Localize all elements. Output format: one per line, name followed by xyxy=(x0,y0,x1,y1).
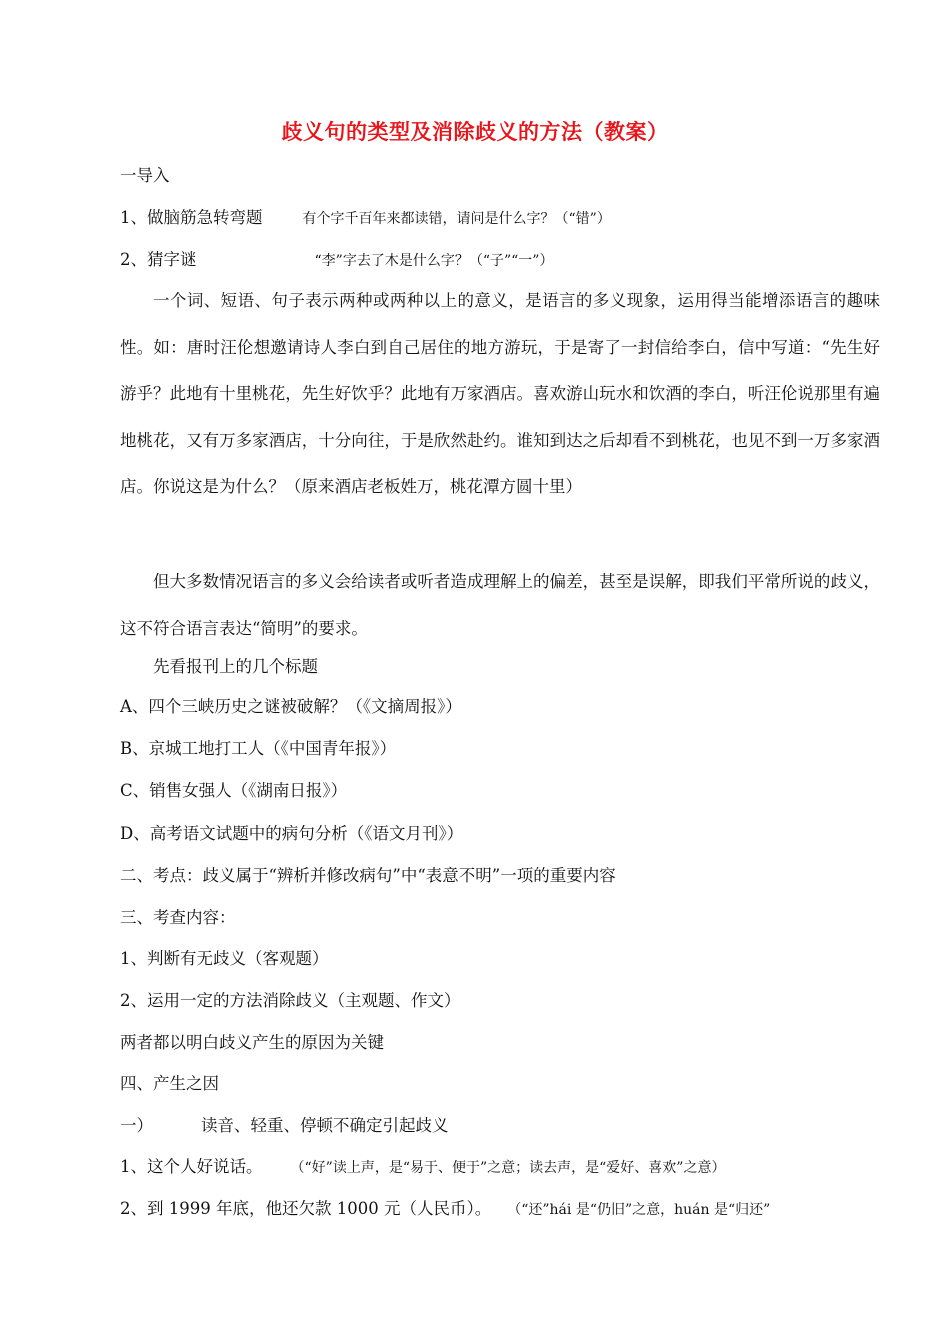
section-4-sub-1-label: 一） xyxy=(120,1116,153,1135)
example-1-note: （“好”读上声，是“易于、便于”之意；读去声，是“爱好、喜欢”之意） xyxy=(290,1160,726,1176)
intro-item-1-label: 1、做脑筋急转弯题 xyxy=(120,208,263,227)
headline-a: A、四个三峡历史之谜被破解？（《文摘周报》） xyxy=(120,697,462,716)
section-4-sub-1-text: 读音、轻重、停顿不确定引起歧义 xyxy=(201,1116,449,1135)
example-2-note: （“还”hái 是“仍旧”之意，huán 是“归还” xyxy=(507,1202,771,1218)
section-4-heading: 四、产生之因 xyxy=(120,1074,219,1093)
headline-c: C、销售女强人（《湖南日报》） xyxy=(120,781,348,800)
section-3-note: 两者都以明白歧义产生的原因为关键 xyxy=(120,1033,384,1052)
headline-b: B、京城工地打工人（《中国青年报》） xyxy=(120,739,397,758)
section-3-heading: 三、考查内容： xyxy=(120,908,236,927)
section-1-heading: 一导入 xyxy=(120,166,170,185)
section-2-heading: 二、考点：歧义属于“辨析并修改病句”中“表意不明”一项的重要内容 xyxy=(120,866,616,885)
example-2-sentence: 2、到 1999 年底，他还欠款 1000 元（人民币）。 xyxy=(120,1199,492,1218)
section-3-item-2: 2、运用一定的方法消除歧义（主观题、作文） xyxy=(120,991,461,1010)
document-title: 歧义句的类型及消除歧义的方法（教案） xyxy=(281,120,669,144)
intro-item-2-note: “李”字去了木是什么字？（“子”“一”） xyxy=(314,253,554,269)
example-1 xyxy=(120,1157,880,1178)
section-4-sub-1 xyxy=(120,1116,880,1136)
example-1-sentence: 1、这个人好说话。 xyxy=(120,1157,263,1176)
paragraph-ambiguity: 但大多数情况语言的多义会给读者或听者造成理解上的偏差，甚至是误解，即我们平常所说的歧义，这不符合语言表达“简明”的要求。 xyxy=(120,572,880,638)
paragraph-polysemy: 一个词、短语、句子表示两种或两种以上的意义，是语言的多义现象，运用得当能增添语言的趣味性。如：唐时汪伦想邀请诗人李白到自己居住的地方游玩，于是寄了一封信给李白，信中写道：“先生好游乎？此地有十里桃花，先生好饮乎？此地有万家酒店。喜欢游山玩水和饮酒的李白，听汪伦说那里有遍地桃花，又有万多家酒店，十分向往，于是欣然赴约。谁知到达之后却看不到桃花，也见不到一万多家酒店。你说这是为什么？（原来酒店老板姓万，桃花潭方圆十里） xyxy=(120,291,880,496)
headline-d: D、高考语文试题中的病句分析（《语文月刊》） xyxy=(120,824,464,843)
example-2 xyxy=(120,1199,880,1220)
section-3-item-1: 1、判断有无歧义（客观题） xyxy=(120,949,329,968)
intro-item-1 xyxy=(120,208,880,229)
paragraph-headlines-intro: 先看报刊上的几个标题 xyxy=(153,657,318,676)
intro-item-1-note: 有个字千百年来都读错，请问是什么字？（“错”） xyxy=(302,211,611,227)
intro-item-2-label: 2、猜字谜 xyxy=(120,250,197,269)
intro-item-2 xyxy=(120,250,880,271)
